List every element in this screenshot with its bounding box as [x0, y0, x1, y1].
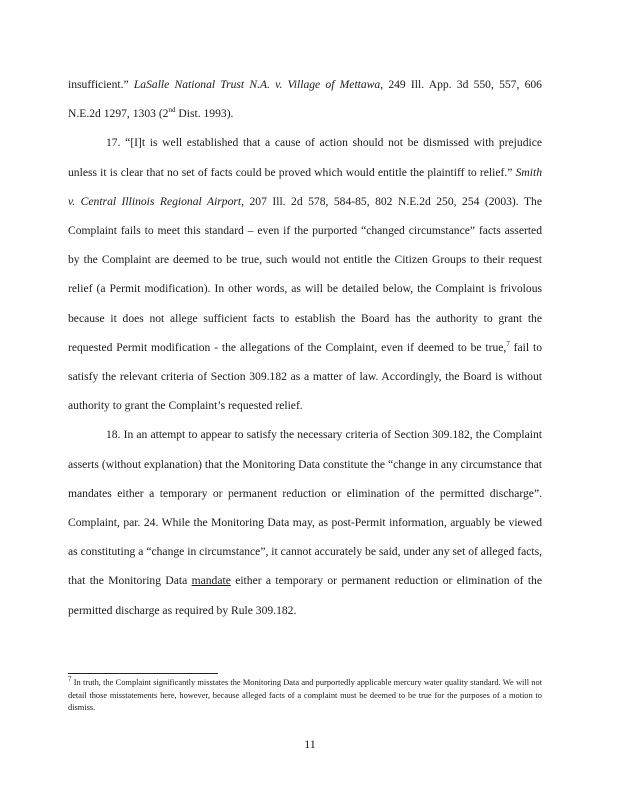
text-run: insufficient.” — [68, 78, 134, 91]
body-text — [68, 70, 542, 625]
text-run: In an attempt to appear to satisfy the necessary criteria of Section 309.182, the Complaint asserts (without explanation) that the Monitoring Data constitute the “change in any circumstance that mandates either a temporary or permanent reduction or elimination of the permitted discharge”. Complaint, par. 24. While the Monitoring Data may, as post-Permit information, arguably be viewed as constituting a “change in circumstance”, it cannot accurately be said, under any set of alleged facts, that the Monitoring Data — [68, 428, 542, 588]
footnote-text: In truth, the Complaint significantly misstates the Monitoring Data and purportedly applicable mercury water quality standard. We will not detail those misstatements here, however, because alleged facts of a complaint must be deemed to be true for the purposes of a motion to dismiss. — [68, 678, 542, 713]
case-citation-lasalle: LaSalle National Trust N.A. v. Village of Mettawa — [133, 78, 381, 91]
paragraph-18 — [68, 420, 542, 624]
paragraph-number: 17. — [106, 136, 121, 150]
paragraph-continuation — [68, 70, 542, 128]
text-run: , 207 Ill. 2d 578, 584-85, 802 N.E.2d 250, 254 (2003). The Complaint fails to meet this standard – even if the purported “changed circumstance” facts asserted by the Complaint are deemed to be true, such would not entitle the Citizen Groups to their request relief (a Permit modification). In other words, as will be detailed below, the Complaint is frivolous because it does not allege sufficient facts to establish the Board has the authority to grant the requested Permit modification - the allegations of the Complaint, even if deemed to be true, — [68, 194, 542, 354]
ordinal-suffix: nd — [168, 106, 176, 115]
footnote-marker: 7 — [68, 675, 72, 684]
paragraph-number: 18. — [106, 428, 121, 442]
text-run: fail to satisfy the relevant criteria of Section 309.182 as a matter of law. Accordingly, the Board is without authority to grant the Complaint’s requested relief. — [68, 340, 542, 413]
footnote-7 — [68, 677, 542, 715]
emphasized-word: mandate — [191, 574, 231, 588]
text-run: “[I]t is well established that a cause of action should not be dismissed with prejudice unless it is clear that no set of facts could be proved which would entitle the plaintiff to relief.” — [68, 136, 543, 179]
text-run: Dist. 1993). — [175, 107, 234, 121]
text-run: either a temporary or permanent reduction or elimination of the permitted discharge as required by Rule 309.182. — [68, 574, 542, 617]
footnote-reference[interactable]: 7 — [506, 339, 510, 348]
case-citation-smith: Smith v. Central Illinois Regional Airport — [68, 165, 542, 208]
text-run: , 249 Ill. App. 3d 550, 557, 606 N.E.2d 1297, 1303 (2 — [68, 78, 542, 121]
paragraph-17 — [68, 128, 542, 420]
footnote-divider — [68, 673, 218, 674]
page-number: 11 — [304, 737, 316, 751]
